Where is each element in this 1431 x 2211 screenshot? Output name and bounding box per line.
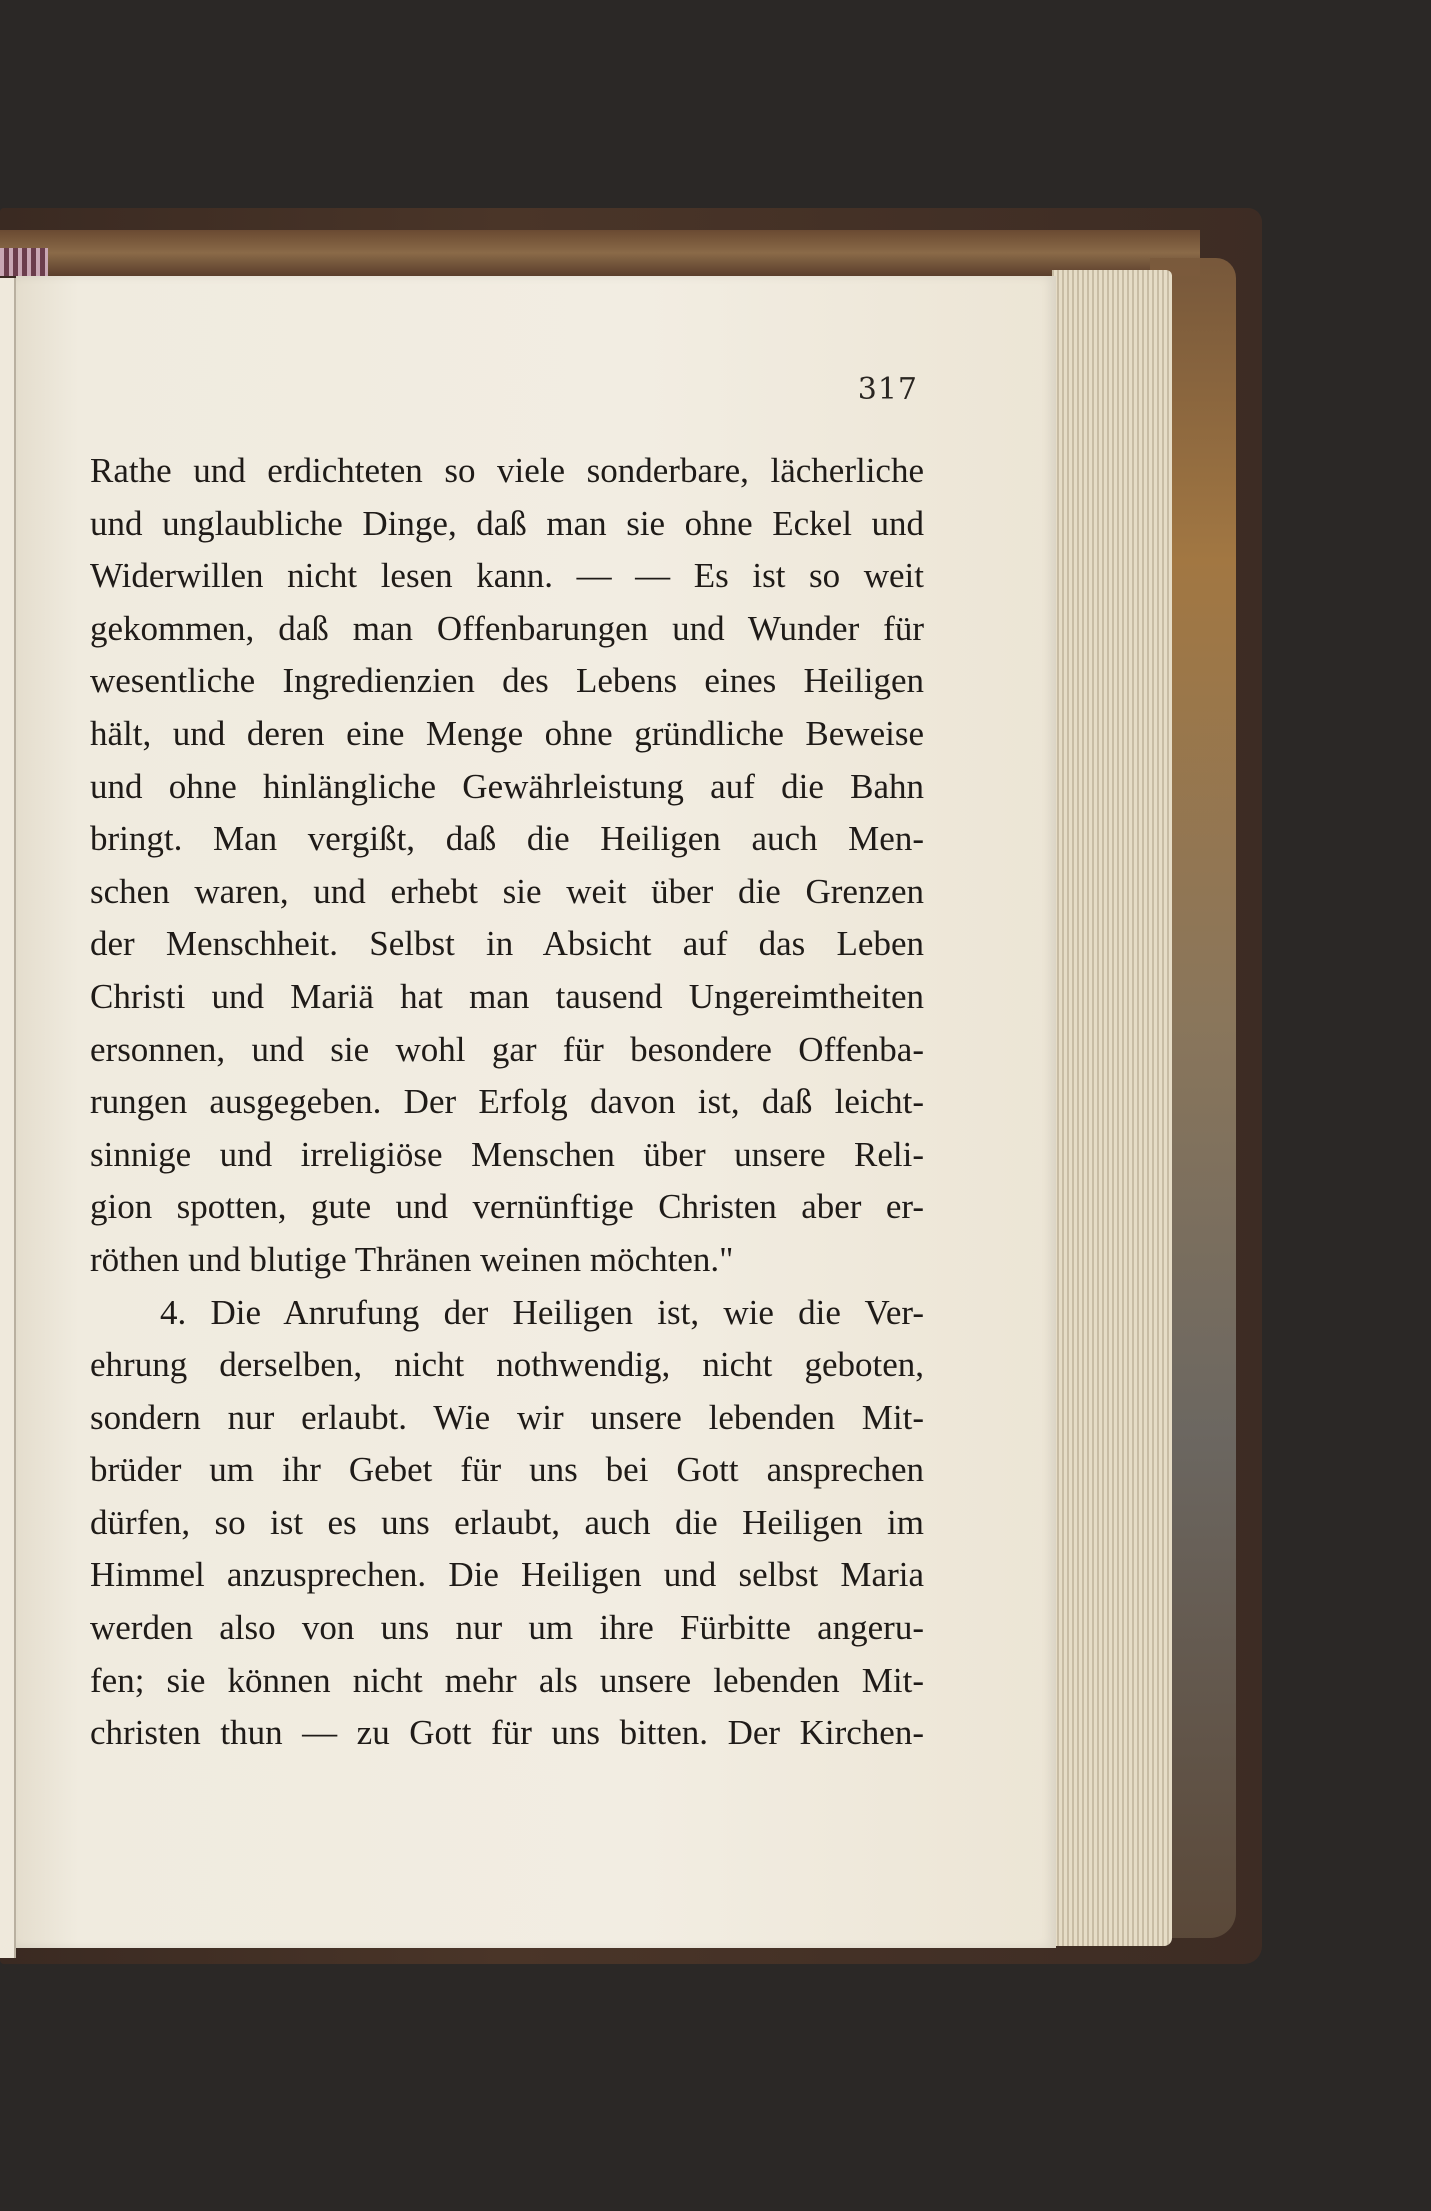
text-line: ersonnen, und sie wohl gar für besondere Offenba- [90,1029,924,1069]
text-line: röthen und blutige Thränen weinen möchten." [90,1239,734,1279]
text-line: christen thun — zu Gott für uns bitten. Der Kirchen- [90,1713,924,1753]
text-line: und ohne hinlängliche Gewährleistung auf die Bahn [90,766,924,806]
text-line: werden also von uns nur um ihre Fürbitte angeru- [90,1608,924,1648]
spine-stitching [0,248,48,276]
text-line: brüder um ihr Gebet für uns bei Gott ansprechen [90,1450,924,1490]
book-head-band [0,230,1200,276]
text-line: sinnige und irreligiöse Menschen über unsere Reli- [90,1134,924,1174]
text-line: gion spotten, gute und vernünftige Christen aber er- [90,1187,924,1227]
text-line: fen; sie können nicht mehr als unsere lebenden Mit- [90,1660,924,1700]
page-edges [1052,270,1172,1946]
facing-page-edge [0,278,16,1958]
text-line: Himmel anzusprechen. Die Heiligen und selbst Maria [90,1555,924,1595]
body-text [90,445,924,1760]
page-number: 317 [857,372,918,407]
paragraph-start-line: 4. Die Anrufung der Heiligen ist, wie die Ver- [160,1292,924,1332]
text-line: Widerwillen nicht lesen kann. — — Es ist so weit [90,556,924,596]
text-line: Christi und Mariä hat man tausend Ungereimtheiten [90,976,924,1016]
text-line: bringt. Man vergißt, daß die Heiligen auch Men- [90,819,924,859]
text-line: der Menschheit. Selbst in Absicht auf das Leben [90,924,924,964]
text-line: Rathe und erdichteten so viele sonderbare, lächerliche [90,451,924,490]
text-line: wesentliche Ingredienzien des Lebens eines Heiligen [90,661,924,701]
text-line: hält, und deren eine Menge ohne gründliche Beweise [90,713,924,753]
text-line: rungen ausgegeben. Der Erfolg davon ist, daß leicht- [90,1082,924,1122]
text-line: dürfen, so ist es uns erlaubt, auch die Heiligen im [90,1502,924,1542]
text-line: und unglaubliche Dinge, daß man sie ohne Eckel und [90,503,924,543]
text-line: gekommen, daß man Offenbarungen und Wunder für [90,608,924,648]
text-line: schen waren, und erhebt sie weit über die Grenzen [90,871,924,911]
text-line: ehrung derselben, nicht nothwendig, nicht geboten, [90,1345,924,1385]
text-line: sondern nur erlaubt. Wie wir unsere lebenden Mit- [90,1397,924,1437]
